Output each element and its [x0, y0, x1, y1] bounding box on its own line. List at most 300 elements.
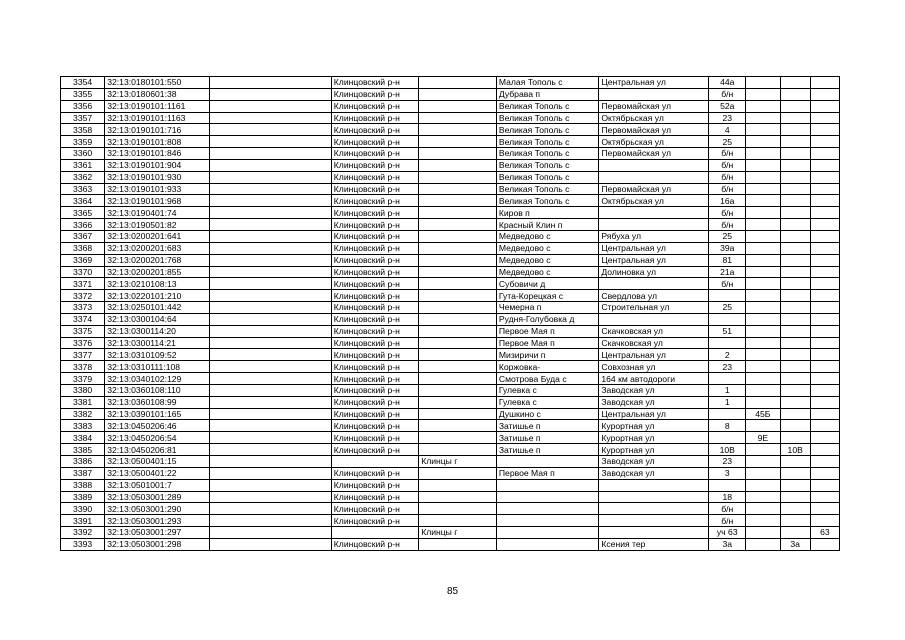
extra-number-cell — [746, 100, 781, 112]
plot-number-cell — [810, 479, 839, 491]
cadastral-number-cell: 32:13:0190101:1161 — [105, 100, 210, 112]
cadastral-number-cell: 32:13:0190101:716 — [105, 124, 210, 136]
cadastral-number-cell: 32:13:0450206:46 — [105, 420, 210, 432]
table-row — [61, 183, 840, 195]
settlement-cell: Красный Клин п — [496, 219, 599, 231]
house-number-cell: 3 — [709, 467, 746, 479]
district-cell: Клинцовский р-н — [331, 408, 418, 420]
plot-number-cell: 63 — [810, 527, 839, 539]
cadastral-number-cell: 32:13:0310111:108 — [105, 361, 210, 373]
extra-number-cell — [746, 242, 781, 254]
empty-column-cell — [209, 148, 331, 160]
street-cell: Ксения тер — [599, 538, 709, 550]
extra-number-cell — [746, 325, 781, 337]
district-cell: Клинцовский р-н — [331, 266, 418, 278]
street-cell: Первомайская ул — [599, 100, 709, 112]
building-number-cell — [780, 408, 810, 420]
settlement-cell — [496, 479, 599, 491]
table-row — [61, 538, 840, 550]
settlement-cell: Малая Тополь с — [496, 77, 599, 89]
house-number-cell: 25 — [709, 136, 746, 148]
table-row — [61, 195, 840, 207]
extra-number-cell — [746, 254, 781, 266]
district-cell: Клинцовский р-н — [331, 373, 418, 385]
district-cell: Клинцовский р-н — [331, 112, 418, 124]
registry-table-body — [61, 77, 840, 551]
cadastral-number-cell: 32:13:0190401:74 — [105, 207, 210, 219]
district-cell: Клинцовский р-н — [331, 313, 418, 325]
building-number-cell: 10В — [780, 444, 810, 456]
building-number-cell — [780, 124, 810, 136]
row-number-cell: 3362 — [61, 171, 105, 183]
district-cell: Клинцовский р-н — [331, 195, 418, 207]
row-number-cell: 3387 — [61, 467, 105, 479]
table-row — [61, 266, 840, 278]
empty-column-cell — [209, 219, 331, 231]
house-number-cell: 8 — [709, 420, 746, 432]
street-cell: Заводская ул — [599, 467, 709, 479]
settlement-cell: Душкино с — [496, 408, 599, 420]
house-number-cell — [709, 373, 746, 385]
plot-number-cell — [810, 515, 839, 527]
city-cell — [419, 242, 497, 254]
table-row — [61, 219, 840, 231]
building-number-cell — [780, 242, 810, 254]
plot-number-cell — [810, 444, 839, 456]
settlement-cell: Великая Тополь с — [496, 136, 599, 148]
city-cell: Клинцы г — [419, 527, 497, 539]
empty-column-cell — [209, 515, 331, 527]
cadastral-number-cell: 32:13:0500401:15 — [105, 456, 210, 468]
city-cell — [419, 88, 497, 100]
house-number-cell: 18 — [709, 491, 746, 503]
plot-number-cell — [810, 136, 839, 148]
row-number-cell: 3388 — [61, 479, 105, 491]
plot-number-cell — [810, 77, 839, 89]
city-cell — [419, 313, 497, 325]
row-number-cell: 3368 — [61, 242, 105, 254]
plot-number-cell — [810, 195, 839, 207]
street-cell: Центральная ул — [599, 349, 709, 361]
empty-column-cell — [209, 467, 331, 479]
row-number-cell: 3386 — [61, 456, 105, 468]
plot-number-cell — [810, 313, 839, 325]
extra-number-cell — [746, 373, 781, 385]
cadastral-number-cell: 32:13:0220101:210 — [105, 290, 210, 302]
building-number-cell — [780, 503, 810, 515]
settlement-cell: Великая Тополь с — [496, 183, 599, 195]
extra-number-cell — [746, 136, 781, 148]
city-cell — [419, 183, 497, 195]
city-cell — [419, 136, 497, 148]
row-number-cell: 3355 — [61, 88, 105, 100]
city-cell — [419, 290, 497, 302]
house-number-cell — [709, 408, 746, 420]
table-row — [61, 88, 840, 100]
row-number-cell: 3354 — [61, 77, 105, 89]
table-row — [61, 384, 840, 396]
table-row — [61, 361, 840, 373]
city-cell — [419, 396, 497, 408]
settlement-cell: Великая Тополь с — [496, 124, 599, 136]
district-cell: Клинцовский р-н — [331, 384, 418, 396]
empty-column-cell — [209, 159, 331, 171]
district-cell: Клинцовский р-н — [331, 396, 418, 408]
district-cell: Клинцовский р-н — [331, 337, 418, 349]
empty-column-cell — [209, 207, 331, 219]
extra-number-cell: 9Е — [746, 432, 781, 444]
row-number-cell: 3363 — [61, 183, 105, 195]
plot-number-cell — [810, 278, 839, 290]
building-number-cell — [780, 136, 810, 148]
settlement-cell: Гулевка с — [496, 384, 599, 396]
settlement-cell — [496, 503, 599, 515]
registry-table — [60, 76, 840, 551]
cadastral-number-cell: 32:13:0180101:550 — [105, 77, 210, 89]
cadastral-number-cell: 32:13:0250101:442 — [105, 302, 210, 314]
settlement-cell: Первое Мая п — [496, 325, 599, 337]
empty-column-cell — [209, 290, 331, 302]
extra-number-cell — [746, 361, 781, 373]
street-cell: Курортная ул — [599, 420, 709, 432]
empty-column-cell — [209, 242, 331, 254]
table-row — [61, 254, 840, 266]
settlement-cell: Гулевка с — [496, 396, 599, 408]
street-cell — [599, 313, 709, 325]
house-number-cell: б/н — [709, 219, 746, 231]
building-number-cell — [780, 266, 810, 278]
row-number-cell: 3367 — [61, 230, 105, 242]
empty-column-cell — [209, 349, 331, 361]
plot-number-cell — [810, 100, 839, 112]
cadastral-number-cell: 32:13:0190101:930 — [105, 171, 210, 183]
table-row — [61, 396, 840, 408]
extra-number-cell — [746, 396, 781, 408]
street-cell: Октябрьская ул — [599, 112, 709, 124]
house-number-cell — [709, 432, 746, 444]
settlement-cell: Великая Тополь с — [496, 148, 599, 160]
settlement-cell: Великая Тополь с — [496, 112, 599, 124]
cadastral-number-cell: 32:13:0190101:846 — [105, 148, 210, 160]
extra-number-cell — [746, 444, 781, 456]
city-cell — [419, 77, 497, 89]
house-number-cell — [709, 337, 746, 349]
row-number-cell: 3357 — [61, 112, 105, 124]
cadastral-number-cell: 32:13:0500401:22 — [105, 467, 210, 479]
empty-column-cell — [209, 361, 331, 373]
city-cell — [419, 503, 497, 515]
table-row — [61, 444, 840, 456]
house-number-cell: б/н — [709, 183, 746, 195]
building-number-cell — [780, 325, 810, 337]
empty-column-cell — [209, 491, 331, 503]
table-row — [61, 408, 840, 420]
house-number-cell — [709, 290, 746, 302]
street-cell: Октябрьская ул — [599, 195, 709, 207]
district-cell: Клинцовский р-н — [331, 171, 418, 183]
cadastral-number-cell: 32:13:0501001:7 — [105, 479, 210, 491]
table-row — [61, 136, 840, 148]
row-number-cell: 3365 — [61, 207, 105, 219]
street-cell: Скачковская ул — [599, 325, 709, 337]
street-cell: Первомайская ул — [599, 124, 709, 136]
table-row — [61, 171, 840, 183]
cadastral-number-cell: 32:13:0360108:99 — [105, 396, 210, 408]
district-cell — [331, 456, 418, 468]
district-cell: Клинцовский р-н — [331, 159, 418, 171]
cadastral-number-cell: 32:13:0190101:808 — [105, 136, 210, 148]
extra-number-cell — [746, 148, 781, 160]
cadastral-number-cell: 32:13:0190101:968 — [105, 195, 210, 207]
district-cell: Клинцовский р-н — [331, 491, 418, 503]
extra-number-cell — [746, 527, 781, 539]
settlement-cell: Чемерна п — [496, 302, 599, 314]
city-cell — [419, 384, 497, 396]
city-cell — [419, 100, 497, 112]
house-number-cell: б/н — [709, 278, 746, 290]
district-cell: Клинцовский р-н — [331, 230, 418, 242]
house-number-cell: 39а — [709, 242, 746, 254]
house-number-cell: 1 — [709, 396, 746, 408]
table-row — [61, 77, 840, 89]
district-cell: Клинцовский р-н — [331, 100, 418, 112]
street-cell — [599, 207, 709, 219]
table-row — [61, 503, 840, 515]
building-number-cell — [780, 361, 810, 373]
settlement-cell — [496, 491, 599, 503]
cadastral-number-cell: 32:13:0200201:683 — [105, 242, 210, 254]
district-cell: Клинцовский р-н — [331, 361, 418, 373]
house-number-cell: 23 — [709, 361, 746, 373]
building-number-cell — [780, 195, 810, 207]
district-cell: Клинцовский р-н — [331, 479, 418, 491]
house-number-cell: 10В — [709, 444, 746, 456]
street-cell: Совхозная ул — [599, 361, 709, 373]
building-number-cell — [780, 467, 810, 479]
empty-column-cell — [209, 183, 331, 195]
cadastral-number-cell: 32:13:0360108:110 — [105, 384, 210, 396]
row-number-cell: 3389 — [61, 491, 105, 503]
building-number-cell — [780, 278, 810, 290]
settlement-cell: Медведово с — [496, 266, 599, 278]
street-cell — [599, 515, 709, 527]
city-cell — [419, 230, 497, 242]
district-cell: Клинцовский р-н — [331, 349, 418, 361]
district-cell: Клинцовский р-н — [331, 290, 418, 302]
building-number-cell — [780, 313, 810, 325]
row-number-cell: 3377 — [61, 349, 105, 361]
building-number-cell — [780, 373, 810, 385]
building-number-cell — [780, 230, 810, 242]
empty-column-cell — [209, 302, 331, 314]
building-number-cell — [780, 479, 810, 491]
building-number-cell — [780, 527, 810, 539]
city-cell — [419, 538, 497, 550]
city-cell — [419, 479, 497, 491]
city-cell — [419, 373, 497, 385]
row-number-cell: 3371 — [61, 278, 105, 290]
street-cell — [599, 479, 709, 491]
settlement-cell: Великая Тополь с — [496, 171, 599, 183]
street-cell: Строительная ул — [599, 302, 709, 314]
district-cell: Клинцовский р-н — [331, 77, 418, 89]
street-cell: Центральная ул — [599, 408, 709, 420]
city-cell — [419, 171, 497, 183]
building-number-cell — [780, 77, 810, 89]
building-number-cell — [780, 432, 810, 444]
street-cell — [599, 88, 709, 100]
empty-column-cell — [209, 100, 331, 112]
building-number-cell — [780, 171, 810, 183]
street-cell: Заводская ул — [599, 396, 709, 408]
house-number-cell: б/н — [709, 88, 746, 100]
extra-number-cell — [746, 479, 781, 491]
settlement-cell: Гута-Корецкая с — [496, 290, 599, 302]
plot-number-cell — [810, 290, 839, 302]
plot-number-cell — [810, 171, 839, 183]
cadastral-number-cell: 32:13:0190101:933 — [105, 183, 210, 195]
street-cell — [599, 159, 709, 171]
row-number-cell: 3392 — [61, 527, 105, 539]
settlement-cell: Первое Мая п — [496, 337, 599, 349]
table-row — [61, 373, 840, 385]
extra-number-cell — [746, 302, 781, 314]
city-cell — [419, 515, 497, 527]
empty-column-cell — [209, 479, 331, 491]
district-cell: Клинцовский р-н — [331, 136, 418, 148]
extra-number-cell — [746, 171, 781, 183]
house-number-cell: 23 — [709, 112, 746, 124]
street-cell: Свердлова ул — [599, 290, 709, 302]
settlement-cell: Медведово с — [496, 254, 599, 266]
district-cell: Клинцовский р-н — [331, 278, 418, 290]
city-cell — [419, 219, 497, 231]
cadastral-number-cell: 32:13:0190101:1163 — [105, 112, 210, 124]
building-number-cell — [780, 456, 810, 468]
table-row — [61, 432, 840, 444]
settlement-cell: Великая Тополь с — [496, 100, 599, 112]
district-cell: Клинцовский р-н — [331, 88, 418, 100]
street-cell: Центральная ул — [599, 77, 709, 89]
settlement-cell: Затишье п — [496, 420, 599, 432]
plot-number-cell — [810, 337, 839, 349]
row-number-cell: 3378 — [61, 361, 105, 373]
plot-number-cell — [810, 159, 839, 171]
city-cell — [419, 195, 497, 207]
plot-number-cell — [810, 420, 839, 432]
empty-column-cell — [209, 325, 331, 337]
empty-column-cell — [209, 313, 331, 325]
empty-column-cell — [209, 195, 331, 207]
building-number-cell — [780, 207, 810, 219]
street-cell: Заводская ул — [599, 456, 709, 468]
city-cell — [419, 361, 497, 373]
plot-number-cell — [810, 408, 839, 420]
settlement-cell: Коржовка- — [496, 361, 599, 373]
building-number-cell — [780, 148, 810, 160]
street-cell: Заводская ул — [599, 384, 709, 396]
district-cell: Клинцовский р-н — [331, 503, 418, 515]
street-cell: Рябуха ул — [599, 230, 709, 242]
street-cell: Первомайская ул — [599, 148, 709, 160]
row-number-cell: 3369 — [61, 254, 105, 266]
settlement-cell: Затишье п — [496, 432, 599, 444]
extra-number-cell — [746, 313, 781, 325]
extra-number-cell — [746, 337, 781, 349]
extra-number-cell — [746, 124, 781, 136]
street-cell — [599, 171, 709, 183]
street-cell: Первомайская ул — [599, 183, 709, 195]
street-cell — [599, 527, 709, 539]
empty-column-cell — [209, 124, 331, 136]
building-number-cell — [780, 491, 810, 503]
city-cell — [419, 349, 497, 361]
city-cell — [419, 254, 497, 266]
table-row — [61, 207, 840, 219]
extra-number-cell — [746, 491, 781, 503]
house-number-cell: 25 — [709, 230, 746, 242]
empty-column-cell — [209, 230, 331, 242]
street-cell — [599, 491, 709, 503]
house-number-cell: 25 — [709, 302, 746, 314]
row-number-cell: 3379 — [61, 373, 105, 385]
district-cell: Клинцовский р-н — [331, 432, 418, 444]
street-cell: Центральная ул — [599, 242, 709, 254]
plot-number-cell — [810, 491, 839, 503]
district-cell: Клинцовский р-н — [331, 444, 418, 456]
settlement-cell: Мизиричи п — [496, 349, 599, 361]
empty-column-cell — [209, 171, 331, 183]
table-row — [61, 159, 840, 171]
house-number-cell: 52а — [709, 100, 746, 112]
settlement-cell: Великая Тополь с — [496, 159, 599, 171]
city-cell — [419, 325, 497, 337]
plot-number-cell — [810, 503, 839, 515]
table-row — [61, 242, 840, 254]
empty-column-cell — [209, 278, 331, 290]
empty-column-cell — [209, 384, 331, 396]
building-number-cell — [780, 88, 810, 100]
plot-number-cell — [810, 302, 839, 314]
street-cell — [599, 278, 709, 290]
house-number-cell: 1 — [709, 384, 746, 396]
table-row — [61, 100, 840, 112]
empty-column-cell — [209, 77, 331, 89]
empty-column-cell — [209, 337, 331, 349]
city-cell — [419, 112, 497, 124]
city-cell — [419, 302, 497, 314]
district-cell: Клинцовский р-н — [331, 183, 418, 195]
city-cell — [419, 444, 497, 456]
house-number-cell: б/н — [709, 159, 746, 171]
table-row — [61, 456, 840, 468]
plot-number-cell — [810, 207, 839, 219]
plot-number-cell — [810, 124, 839, 136]
extra-number-cell — [746, 420, 781, 432]
row-number-cell: 3370 — [61, 266, 105, 278]
extra-number-cell: 45Б — [746, 408, 781, 420]
house-number-cell: 23 — [709, 456, 746, 468]
district-cell: Клинцовский р-н — [331, 420, 418, 432]
street-cell: Курортная ул — [599, 432, 709, 444]
building-number-cell — [780, 396, 810, 408]
cadastral-number-cell: 32:13:0390101:165 — [105, 408, 210, 420]
settlement-cell — [496, 538, 599, 550]
empty-column-cell — [209, 254, 331, 266]
table-row — [61, 467, 840, 479]
house-number-cell: 2 — [709, 349, 746, 361]
cadastral-number-cell: 32:13:0450206:81 — [105, 444, 210, 456]
